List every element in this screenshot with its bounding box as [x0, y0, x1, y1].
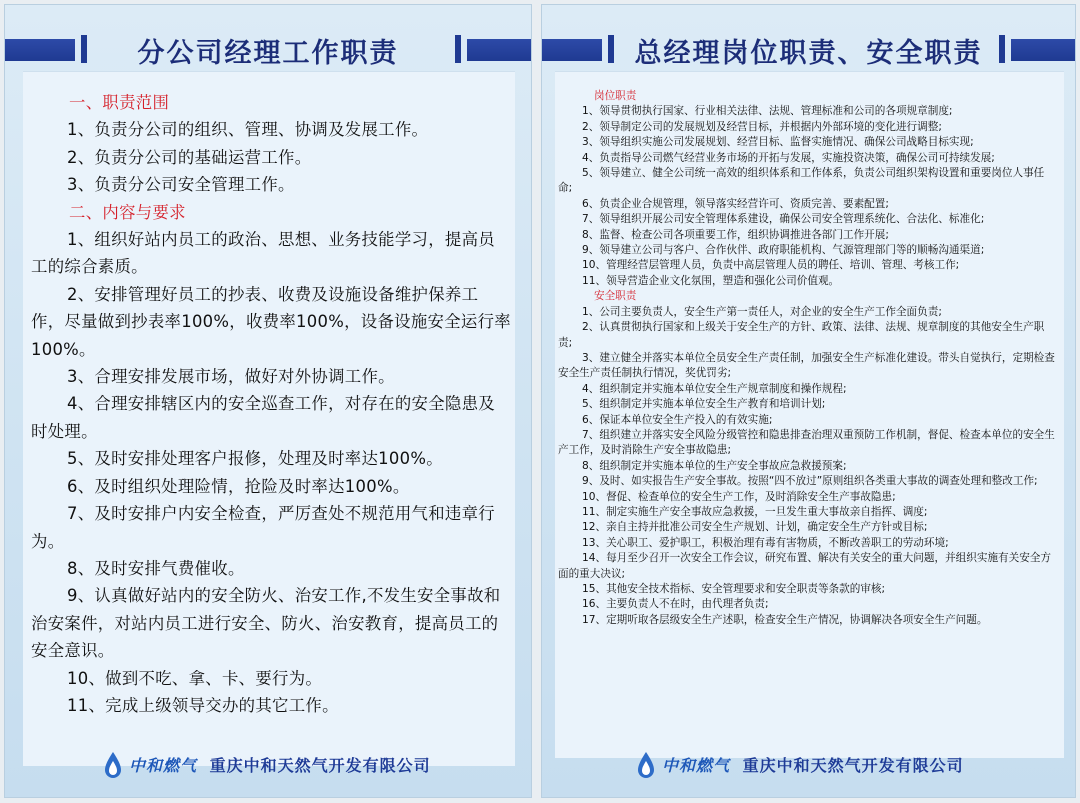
list-item: 11、制定实施生产安全事故应急救援，一旦发生重大事故亲自指挥、调度;	[582, 505, 928, 518]
list-item: 3、建立健全并落实本单位全员安全生产责任制，加强安全生产标准化建设。带头自觉执行，定期检查安全生产责任制执行情况，奖优罚劣;	[558, 351, 1055, 380]
list-item: 1、公司主要负责人，安全生产第一责任人，对企业的安全生产工作全面负责;	[582, 305, 942, 318]
list-item: 5、组织制定并实施本单位安全生产教育和培训计划;	[582, 398, 826, 411]
list-item: 3、负责分公司安全管理工作。	[67, 175, 295, 195]
list-item: 15、其他安全技术指标、安全管理要求和安全职责等条款的审核;	[582, 583, 886, 595]
list-item: 2、领导制定公司的发展规划及经营目标，并根据内外部环境的变化进行调整;	[582, 120, 942, 133]
list-item: 8、及时安排气费催收。	[67, 558, 245, 578]
list-item: 13、关心职工、爱护职工，积极治理有毒有害物质，不断改善职工的劳动环境;	[582, 536, 949, 549]
list-item: 2、认真贯彻执行国家和上级关于安全生产的方针、政策、法律、法规、规章制度的其他安全生产职责;	[558, 321, 1045, 349]
list-item: 3、领导组织实施公司发展规划、经营目标、监督实施情况、确保公司战略目标实现;	[582, 136, 974, 149]
right-content	[558, 89, 1058, 628]
right-footer	[542, 747, 1075, 783]
list-item: 10、做到不吃、拿、卡、要行为。	[67, 668, 323, 688]
list-item: 10、督促、检查单位的安全生产工作，及时消除安全生产事故隐患;	[582, 490, 896, 503]
right-title-bar	[542, 35, 1075, 69]
list-item: 16、主要负责人不在时，由代理者负责;	[582, 598, 769, 611]
list-item: 9、领导建立公司与客户、合作伙伴、政府职能机构、气源管理部门等的顺畅沟通渠道;	[582, 244, 985, 257]
list-item: 9、认真做好站内的安全防火、治安工作,不发生安全事故和治安案件，对站内员工进行安全、防火、治安教育，提高员工的安全意识。	[31, 586, 501, 661]
list-item: 6、负责企业合规管理，领导落实经营许可、资质完善、要素配置;	[582, 197, 889, 210]
list-item: 7、及时安排户内安全检查，严厉查处不规范用气和违章行为。	[31, 504, 495, 551]
list-item: 14、每月至少召开一次安全工作会议，研究布置、解决有关安全的重大问题，并组织实施有关安全方面的重大决议;	[558, 552, 1052, 580]
right-board	[541, 4, 1076, 798]
left-title-bar	[5, 35, 531, 69]
list-item: 12、亲自主持并批准公司安全生产规划、计划，确定安全生产方针或目标;	[582, 521, 928, 534]
list-item: 6、保证本单位安全生产投入的有效实施;	[582, 413, 773, 426]
list-item: 5、领导建立、健全公司统一高效的组织体系和工作体系，负责公司组织架构设置和重要岗位人事任命;	[558, 167, 1045, 195]
list-item: 4、组织制定并实施本单位安全生产规章制度和操作规程;	[582, 382, 847, 395]
right-title: 总经理岗位职责、安全职责	[634, 38, 983, 69]
flame-drop-icon	[636, 751, 656, 779]
list-item: 8、组织制定并实施本单位的生产安全事故应急救援预案;	[582, 459, 847, 472]
list-item: 7、组织建立并落实安全风险分级管控和隐患排查治理双重预防工作机制，督促、检查本单位的安全生产工作，及时消除生产安全事故隐患;	[558, 428, 1055, 457]
section-heading: 岗位职责	[594, 90, 637, 102]
list-item: 7、领导组织开展公司安全管理体系建设，确保公司安全管理系统化、合法化、标准化;	[582, 213, 985, 226]
list-item: 1、领导贯彻执行国家、行业相关法律、法规、管理标准和公司的各项规章制度;	[582, 105, 953, 118]
list-item: 2、安排管理好员工的抄表、收费及设施设备维护保养工作，尽量做到抄表率100%，收费率100%，设备设施安全运行率100%。	[31, 284, 512, 359]
list-item: 4、合理安排辖区内的安全巡查工作，对存在的安全隐患及时处理。	[31, 394, 495, 441]
list-item: 1、负责分公司的组织、管理、协调及发展工作。	[67, 120, 429, 140]
left-footer	[5, 747, 531, 783]
list-item: 9、及时、如实报告生产安全事故。按照“四不放过”原则组织各类重大事故的调查处理和整改工作;	[582, 475, 1038, 488]
section-heading: 一、职责范围	[69, 93, 170, 112]
brand-name: 中和燃气	[129, 756, 198, 775]
list-item: 17、定期听取各层级安全生产述职，检查安全生产情况，协调解决各项安全生产问题。	[582, 613, 988, 626]
section-heading: 安全职责	[594, 290, 637, 303]
flame-drop-icon	[103, 751, 123, 779]
list-item: 2、负责分公司的基础运营工作。	[67, 147, 312, 167]
list-item: 1、组织好站内员工的政治、思想、业务技能学习，提高员工的综合素质。	[31, 230, 495, 277]
list-item: 6、及时组织处理险情，抢险及时率达100%。	[67, 476, 410, 496]
company-name: 重庆中和天然气开发有限公司	[742, 756, 964, 775]
section-heading: 二、内容与要求	[69, 202, 186, 222]
list-item: 8、监督、检查公司各项重要工作，组织协调推进各部门工作开展;	[582, 228, 889, 241]
left-title: 分公司经理工作职责	[137, 38, 399, 69]
list-item: 10、管理经营层管理人员，负责中高层管理人员的聘任、培训、管理、考核工作;	[582, 259, 960, 272]
left-board	[4, 4, 532, 798]
list-item: 5、及时安排处理客户报修，处理及时率达100%。	[67, 449, 443, 469]
company-name: 重庆中和天然气开发有限公司	[209, 756, 431, 775]
left-content	[31, 89, 511, 719]
list-item: 11、完成上级领导交办的其它工作。	[67, 695, 339, 715]
list-item: 11、领导营造企业文化氛围，塑造和强化公司价值观。	[582, 274, 840, 287]
brand-name: 中和燃气	[662, 756, 731, 775]
list-item: 3、合理安排发展市场，做好对外协调工作。	[67, 367, 395, 387]
list-item: 4、负责指导公司燃气经营业务市场的开拓与发展，实施投资决策，确保公司可持续发展;	[582, 151, 995, 164]
